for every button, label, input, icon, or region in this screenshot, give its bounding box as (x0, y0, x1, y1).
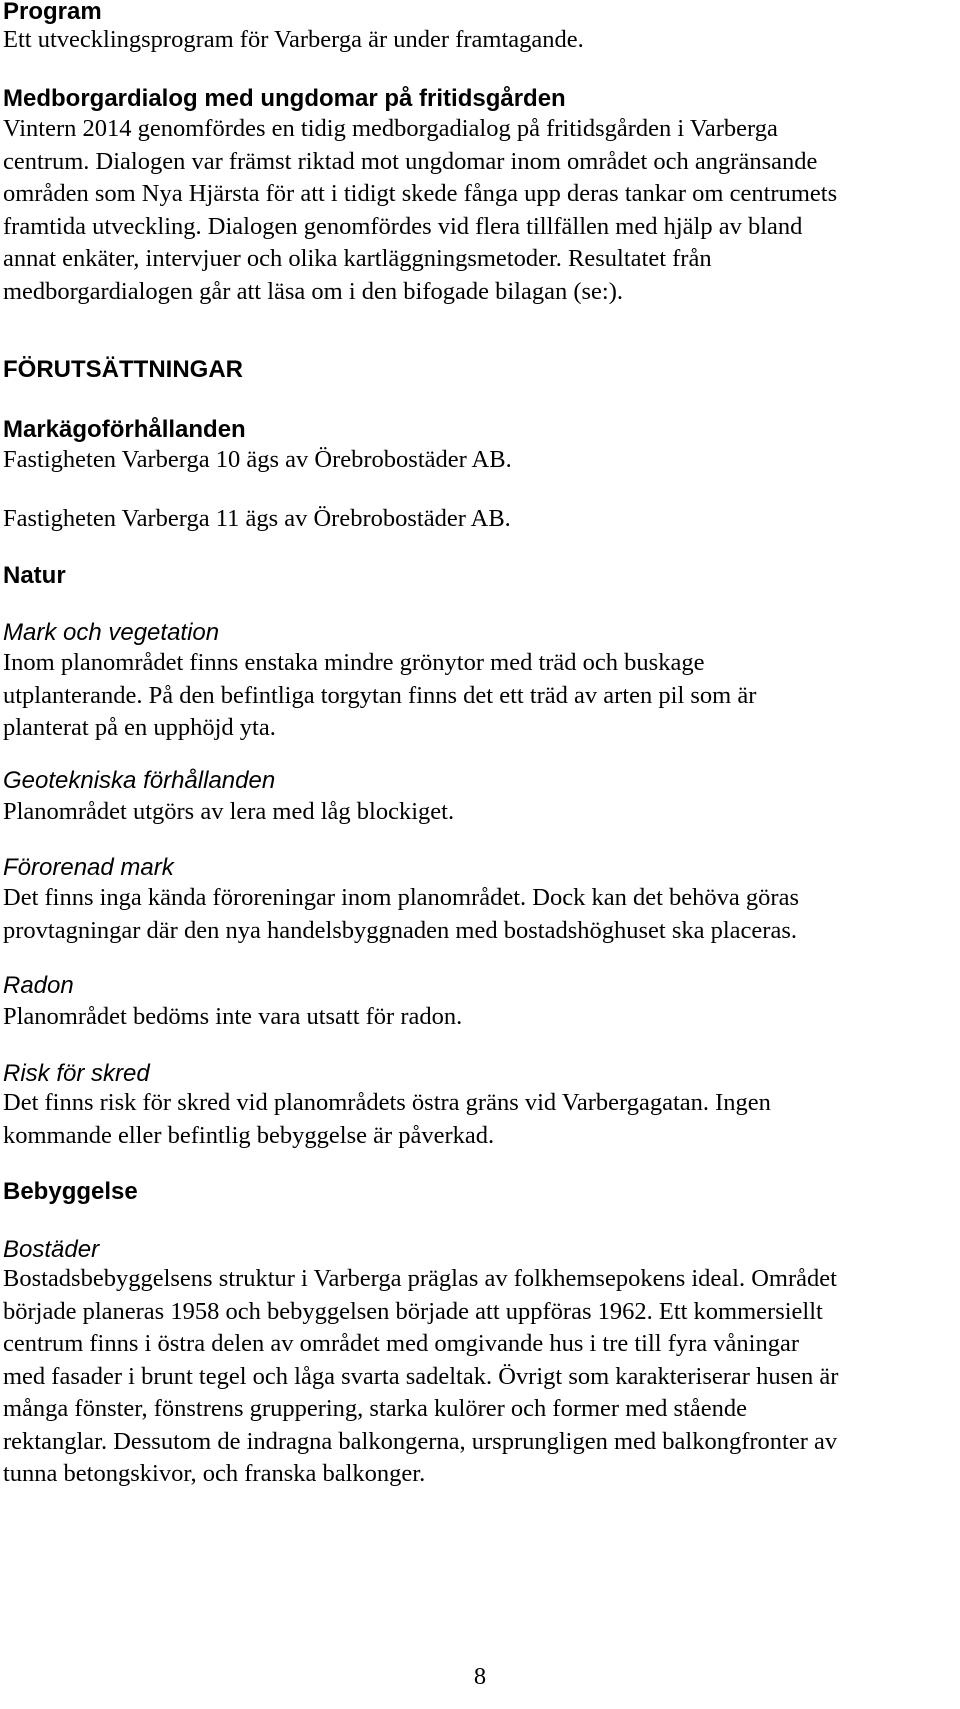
mark-line: Inom planområdet finns enstaka mindre grönytor med träd och buskage (3, 649, 705, 676)
mark-line: planterat på en upphöjd yta. (3, 714, 276, 741)
dialog-line: Vintern 2014 genomfördes en tidig medborgadialog på fritidsgården i Varberga (3, 115, 778, 142)
page-number: 8 (473, 1663, 487, 1690)
bostader-line: centrum finns i östra delen av området med omgivande hus i tre till fyra våningar (3, 1330, 800, 1357)
fororenad-heading: Förorenad mark (3, 854, 174, 881)
markago-text-1: Fastigheten Varberga 10 ägs av Örebrobostäder AB. (3, 446, 512, 473)
dialog-line: framtida utveckling. Dialogen genomfördes vid flera tillfällen med hjälp av bland (3, 212, 803, 240)
markagoforhallanden-heading: Markägoförhållanden (3, 416, 246, 443)
mark-paragraph (3, 647, 756, 745)
bostader-line: tunna betongskivor, och franska balkonger. (3, 1460, 426, 1487)
program-text: Ett utvecklingsprogram för Varberga är under framtagande. (3, 26, 584, 53)
program-heading: Program (3, 0, 102, 25)
dialog-line: områden som Nya Hjärsta för att i tidigt skede fånga upp deras tankar om centrumets (3, 180, 838, 207)
bostader-line: rektanglar. Dessutom de indragna balkongerna, ursprungligen med balkongfronter av (3, 1427, 838, 1455)
mark-heading: Mark och vegetation (3, 619, 220, 646)
bostader-heading: Bostäder (3, 1236, 100, 1263)
dialog-paragraph (3, 113, 837, 308)
bostader-line: började planeras 1958 och bebyggelsen började att uppföras 1962. Ett kommersiellt (3, 1297, 823, 1325)
forutsattningar-heading: FÖRUTSÄTTNINGAR (3, 356, 243, 383)
radon-heading: Radon (3, 972, 74, 999)
bostader-line: många fönster, fönstrens gruppering, starka kulörer och former med stående (3, 1395, 747, 1422)
fororenad-line: Det finns inga kända föroreningar inom planområdet. Dock kan det behöva göras (3, 884, 799, 911)
dialog-heading: Medborgardialog med ungdomar på fritidsgården (3, 85, 566, 112)
skred-heading: Risk för skred (3, 1060, 150, 1087)
geo-heading: Geotekniska förhållanden (3, 767, 276, 794)
radon-text: Planområdet bedöms inte vara utsatt för radon. (3, 1003, 463, 1030)
markago-text-2: Fastigheten Varberga 11 ägs av Örebrobostäder AB. (3, 505, 511, 532)
bostader-line: med fasader i brunt tegel och låga svarta sadeltak. Övrigt som karakteriserar husen är (3, 1362, 839, 1390)
natur-heading: Natur (3, 562, 66, 589)
bebyggelse-heading: Bebyggelse (3, 1178, 138, 1205)
bostader-paragraph (3, 1263, 838, 1491)
fororenad-line: provtagningar där den nya handelsbyggnaden med bostadshöghuset ska placeras. (3, 916, 797, 944)
mark-line: utplanterande. På den befintliga torgytan finns det ett träd av arten pil som är (3, 681, 757, 709)
bostader-line: Bostadsbebyggelsens struktur i Varberga präglas av folkhemsepokens ideal. Området (3, 1265, 837, 1292)
dialog-line: annat enkäter, intervjuer och olika kartläggningsmetoder. Resultatet från (3, 245, 712, 272)
geo-text: Planområdet utgörs av lera med låg blockiget. (3, 798, 455, 825)
skred-paragraph (3, 1087, 771, 1152)
dialog-line: medborgardialogen går att läsa om i den bifogade bilagan (se:). (3, 277, 624, 305)
dialog-line: centrum. Dialogen var främst riktad mot ungdomar inom området och angränsande (3, 147, 818, 175)
skred-line: kommande eller befintlig bebyggelse är påverkad. (3, 1121, 495, 1149)
skred-line: Det finns risk för skred vid planområdets östra gräns vid Varbergagatan. Ingen (3, 1089, 771, 1116)
fororenad-paragraph (3, 882, 799, 947)
